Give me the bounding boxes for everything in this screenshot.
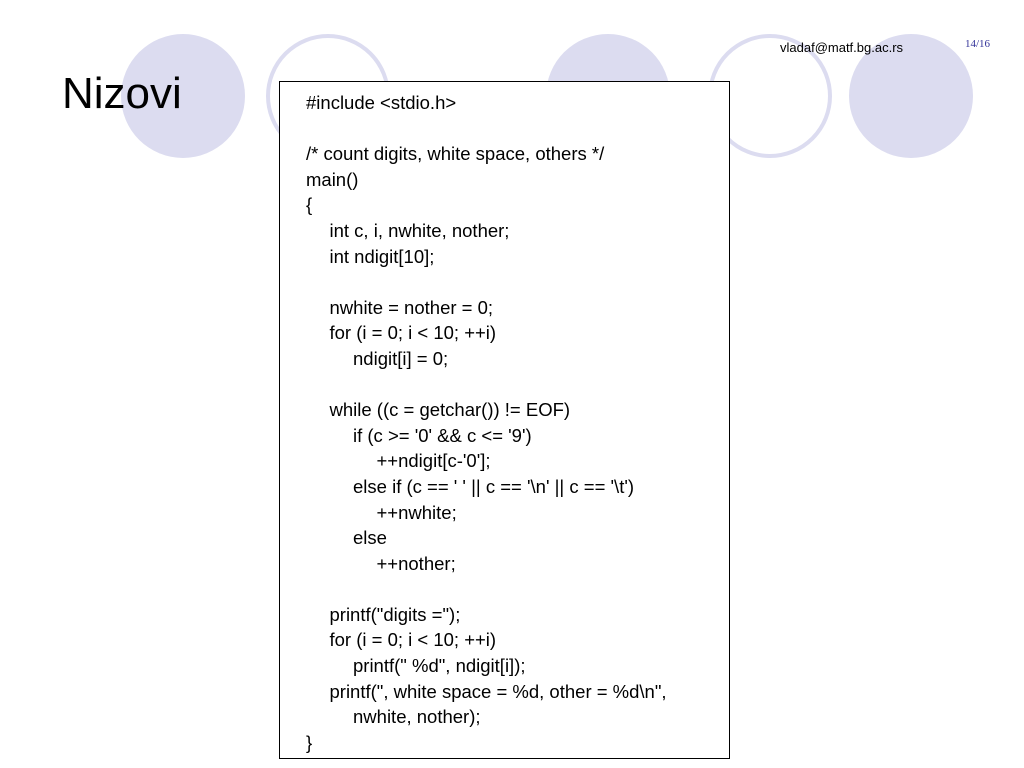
page-number: 14/16 [965, 38, 991, 50]
code-line: ndigit[i] = 0; [353, 347, 449, 369]
code-line: ++nwhite; [376, 501, 457, 523]
code-line: for (i = 0; i < 10; ++i) [329, 629, 497, 651]
code-line: if (c >= '0' && c <= '9') [353, 424, 532, 446]
code-line: while ((c = getchar()) != EOF) [329, 399, 571, 421]
code-line [306, 269, 667, 295]
code-line: ++ndigit[c-'0']; [376, 450, 491, 472]
code-line: #include <stdio.h> [306, 92, 457, 113]
code-line: int c, i, nwhite, nother; [329, 219, 510, 241]
code-line [306, 372, 667, 398]
code-listing-box [279, 81, 730, 759]
code-line: } [306, 731, 313, 753]
code-line: nwhite = nother = 0; [329, 296, 494, 318]
code-line: printf(", white space = %d, other = %d\n", [329, 680, 667, 702]
code-line [306, 116, 667, 142]
slide-title: Nizovi [62, 69, 182, 118]
code-line: int ndigit[10]; [329, 245, 435, 267]
code-line: else if (c == ' ' || c == '\n' || c == '\t') [353, 475, 635, 497]
code-line [306, 576, 667, 602]
code-line: ++nother; [376, 552, 456, 574]
code-line: printf(" %d", ndigit[i]); [353, 655, 526, 677]
code-line: printf("digits ="); [329, 603, 461, 625]
code-line: for (i = 0; i < 10; ++i) [329, 322, 497, 344]
code-line: main() [306, 168, 359, 190]
code-line: /* count digits, white space, others */ [306, 143, 605, 165]
code-line: nwhite, nother); [353, 706, 481, 728]
code-lines [306, 90, 667, 755]
author-email: vladaf@matf.bg.ac.rs [780, 40, 904, 55]
code-line: { [306, 194, 313, 216]
code-line: else [353, 527, 387, 549]
